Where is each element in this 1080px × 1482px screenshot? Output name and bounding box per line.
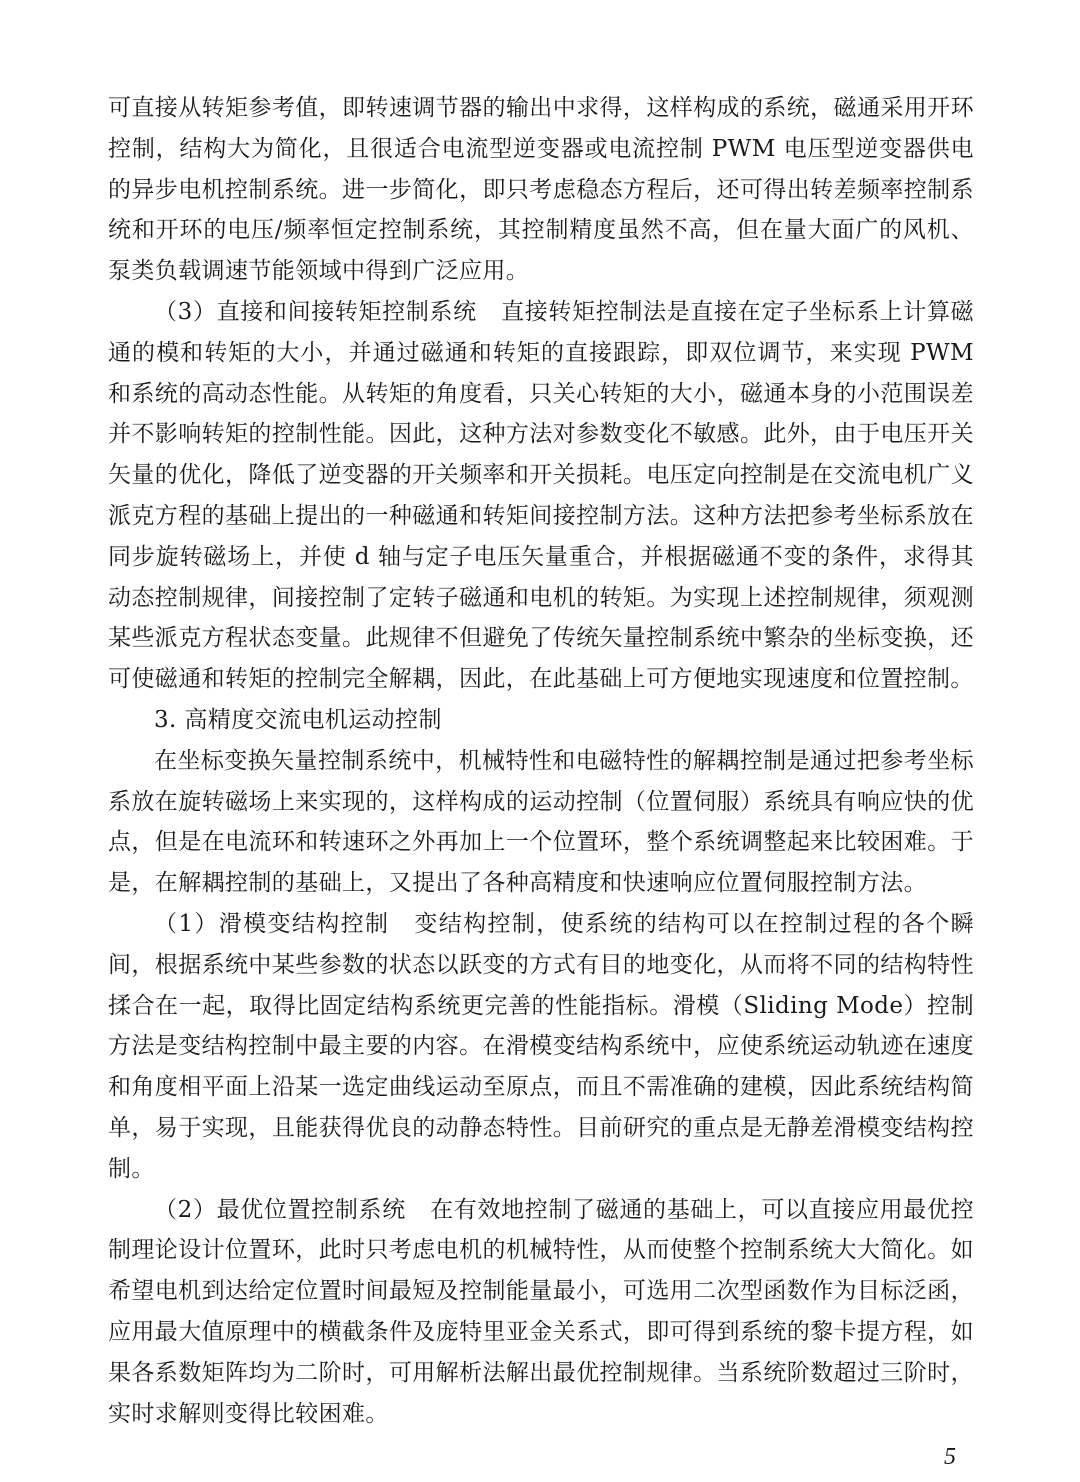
paragraph-text: 变结构控制，使系统的结构可以在控制过程的各个瞬间，根据系统中某些参数的状态以跃变的方式有目的地变化，从而将不同的结构特性揉合在一起，取得比固定结构系统更完善的性能指标。滑模（Sliding Mode）控制方法是变结构控制中最主要的内容。在滑模变结构系统中，应使系统运动轨迹在速度和角度相平面上沿某一选定曲线运动至原点，而且不需准确的建模，因此系统结构简单，易于实现，且能获得优良的动静态特性。目前研究的重点是无静差滑模变结构控制。 — [108, 910, 975, 1182]
paragraph-continuation — [108, 88, 974, 292]
section-title: 3. 高精度交流电机运动控制 — [154, 706, 442, 733]
paragraph-run-in-heading: （3）直接和间接转矩控制系统 — [154, 298, 477, 325]
paragraph-text: 可直接从转矩参考值，即转速调节器的输出中求得，这样构成的系统，磁通采用开环控制，结构大为简化，且很适合电流型逆变器或电流控制 PWM 电压型逆变器供电的异步电机控制系统。进一步简化，即只考虑稳态方程后，还可得出转差频率控制系统和开环的电压/频率恒定控制系统，其控制精度虽然不高，但在量大面广的风机、泵类负载调速节能领域中得到广泛应用。 — [108, 95, 974, 285]
page-number: 5 — [944, 1444, 956, 1470]
paragraph-text: 在坐标变换矢量控制系统中，机械特性和电磁特性的解耦控制是通过把参考坐标系放在旋转磁场上来实现的，这样构成的运动控制（位置伺服）系统具有响应快的优点，但是在电流环和转速环之外再加上一个位置环，整个系统调整起来比较困难。于是，在解耦控制的基础上，又提出了各种高精度和快速响应位置伺服控制方法。 — [108, 747, 974, 897]
paragraph-run-in-heading: （1）滑模变结构控制 — [154, 910, 390, 937]
paragraph-direct-indirect-torque-control — [108, 292, 974, 700]
paragraph-optimal-position-control — [108, 1190, 974, 1435]
paragraph-run-in-heading: （2）最优位置控制系统 — [154, 1196, 406, 1223]
section-heading — [108, 700, 974, 741]
body-text — [108, 88, 974, 1434]
paragraph-text: 在有效地控制了磁通的基础上，可以直接应用最优控制理论设计位置环，此时只考虑电机的机械特性，从而使整个控制系统大大简化。如希望电机到达给定位置时间最短及控制能量最小，可选用二次型函数作为目标泛函，应用最大值原理中的横截条件及庞特里亚金关系式，即可得到系统的黎卡提方程，如果各系数矩阵均为二阶时，可用解析法解出最优控制规律。当系统阶数超过三阶时，实时求解则变得比较困难。 — [108, 1196, 974, 1427]
paragraph-text: 直接转矩控制法是直接在定子坐标系上计算磁通的模和转矩的大小，并通过磁通和转矩的直接跟踪，即双位调节，来实现 PWM 和系统的高动态性能。从转矩的角度看，只关心转矩的大小，磁通本身的小范围误差并不影响转矩的控制性能。因此，这种方法对参数变化不敏感。此外，由于电压开关矢量的优化，降低了逆变器的开关频率和开关损耗。电压定向控制是在交流电机广义派克方程的基础上提出的一种磁通和转矩间接控制方法。这种方法把参考坐标系放在同步旋转磁场上，并使 d 轴与定子电压矢量重合，并根据磁通不变的条件，求得其动态控制规律，间接控制了定转子磁通和电机的转矩。为实现上述控制规律，须观测某些派克方程状态变量。此规律不但避免了传统矢量控制系统中繁杂的坐标变换，还可使磁通和转矩的控制完全解耦，因此，在此基础上可方便地实现速度和位置控制。 — [108, 298, 974, 693]
paragraph-sliding-mode-control — [108, 904, 974, 1190]
paragraph-vector-control — [108, 741, 974, 904]
